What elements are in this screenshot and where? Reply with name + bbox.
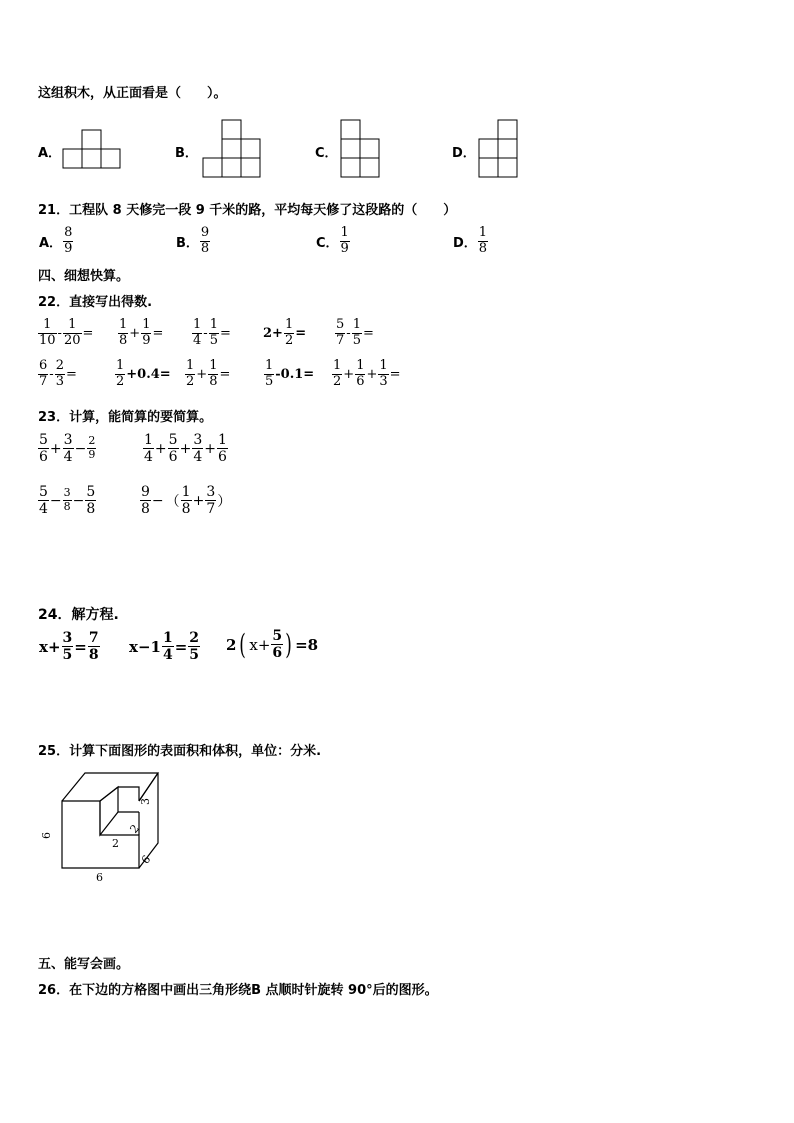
q23-expr-1: $\frac{5}{6}$ + $\frac{3}{4}$ − $\frac{2}{9}$ <box>39 432 96 466</box>
q21-option-b <box>175 226 210 257</box>
q22-r2-e5: $\frac{1}{2}$ + $\frac{1}{6}$ + $\frac{1}{3}$ = <box>333 358 401 389</box>
option-c-figure <box>340 118 384 180</box>
label-notch-width: 2 <box>112 837 119 850</box>
question-23-stem: 23．计算，能简算的要简算。 <box>38 410 213 425</box>
label-notch-depth: 2 <box>127 822 142 836</box>
q22-r1-e5: $\frac{5}{7}$ - $\frac{1}{5}$ = <box>336 317 374 348</box>
q21-option-b-label: B． <box>176 235 199 251</box>
label-height: 6 <box>40 832 53 839</box>
question-25-stem: 25．计算下面图形的表面积和体积，单位：分米. <box>38 744 322 759</box>
q24-equation-1: x+ $\frac{3}{5}$ = $\frac{7}{8}$ <box>39 630 99 664</box>
q21-option-b-fraction: $\frac{9}{8}$ <box>200 225 210 256</box>
label-width: 6 <box>96 871 103 884</box>
q21-option-a <box>38 226 73 257</box>
label-depth: 6 <box>138 852 154 867</box>
question-20-stem: 这组积木，从正面看是（ ）。 <box>38 86 227 101</box>
q22-r2-e2: $\frac{1}{2}$ +0.4= <box>116 358 171 389</box>
option-a-label: A． <box>38 146 62 161</box>
q22-r2-e1: $\frac{6}{7}$ - $\frac{2}{3}$ = <box>39 358 77 389</box>
notched-cube-figure <box>40 765 170 885</box>
q21-option-a-fraction: $\frac{8}{9}$ <box>64 225 73 256</box>
q23-expr-3: $\frac{5}{4}$ − $\frac{3}{8}$ − $\frac{5}{8}$ <box>39 484 96 518</box>
q22-r1-e2: $\frac{1}{8}$ + $\frac{1}{9}$ = <box>119 317 164 348</box>
option-c-label: C． <box>315 146 338 161</box>
q22-r1-e1: $\frac{1}{10}$ - $\frac{1}{20}$ = <box>39 317 94 348</box>
question-22-stem: 22．直接写出得数. <box>38 295 153 310</box>
option-a-figure <box>62 128 122 170</box>
section-5-heading: 五、能写会画。 <box>38 957 130 972</box>
label-notch-height: 3 <box>139 798 152 805</box>
q23-expr-4: $\frac{9}{8}$ − （ $\frac{1}{8}$ + $\frac{3}{7}$ ） <box>141 484 232 518</box>
q23-expr-2: $\frac{1}{4}$ + $\frac{5}{6}$ + $\frac{3}{4}$ + $\frac{1}{6}$ <box>144 432 227 466</box>
section-4-heading: 四、细想快算。 <box>38 269 130 284</box>
question-24-stem: 24．解方程. <box>38 607 119 623</box>
q21-option-c-fraction: $\frac{1}{9}$ <box>340 225 349 256</box>
q24-equation-2: x−1 $\frac{1}{4}$ = $\frac{2}{5}$ <box>129 630 200 664</box>
q21-option-d-fraction: $\frac{1}{8}$ <box>478 225 488 256</box>
q21-option-d-label: D． <box>453 235 477 251</box>
question-21-stem: 21．工程队 8 天修完一段 9 千米的路，平均每天修了这段路的（ ） <box>38 203 457 218</box>
q22-r2-e3: $\frac{1}{2}$ + $\frac{1}{8}$ = <box>186 358 231 389</box>
question-26-stem: 26．在下边的方格图中画出三角形绕B 点顺时针旋转 90°后的图形。 <box>38 983 438 998</box>
q21-option-c-label: C． <box>316 235 339 251</box>
q22-r1-e4: 2+ $\frac{1}{2}$ = <box>263 317 307 348</box>
option-d-label: D． <box>452 146 476 161</box>
option-d-figure <box>478 118 522 180</box>
option-b-figure <box>202 118 264 180</box>
q21-option-c <box>315 226 350 257</box>
q22-r2-e4: $\frac{1}{5}$ -0.1= <box>265 358 315 389</box>
q21-option-a-label: A． <box>39 235 63 251</box>
q21-option-d <box>452 226 488 257</box>
q22-r1-e3: $\frac{1}{4}$ - $\frac{1}{5}$ = <box>193 317 231 348</box>
option-b-label: B． <box>175 146 198 161</box>
q24-equation-3: 2 ( x+ $\frac{5}{6}$ ) =8 <box>226 628 319 662</box>
